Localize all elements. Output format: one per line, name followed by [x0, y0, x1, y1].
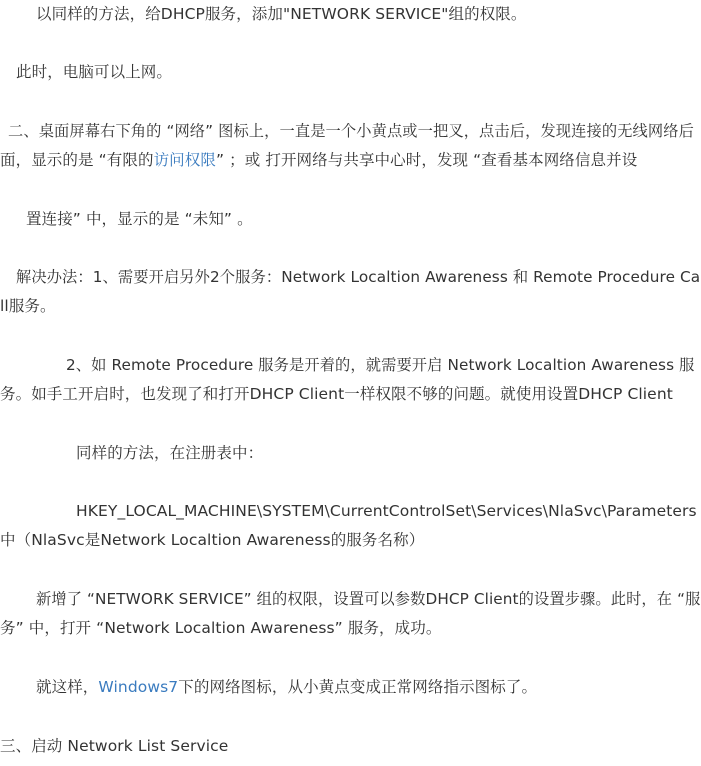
paragraph-section-two-line2 — [0, 146, 637, 175]
section-two-text-a: 面，显示的是 “有限的 — [0, 151, 154, 169]
paragraph-windows7-result — [36, 673, 537, 702]
paragraph-step-two-line2: 务。如手工开启时，也发现了和打开DHCP Client一样权限不够的问题。就使用设置DHCP Client — [0, 385, 673, 403]
section-two-text-b: ” ；或 打开网络与共享中心时，发现 “查看基本网络信息并设 — [215, 151, 638, 169]
paragraph-solution-line2: ll服务。 — [0, 297, 56, 315]
paragraph-result-line1: 新增了 “NETWORK SERVICE” 组的权限，设置可以参数DHCP Client的设置步骤。此时，在 “服 — [36, 590, 701, 608]
paragraph-dhcp-permission: 以同样的方法，给DHCP服务，添加"NETWORK SERVICE"组的权限。 — [36, 5, 527, 23]
paragraph-unknown-status: 置连接” 中，显示的是 “未知” 。 — [26, 210, 253, 228]
paragraph-section-two-line1: 二、桌面屏幕右下角的 “网络” 图标上，一直是一个小黄点或一把叉，点击后，发现连接的无线网络后 — [8, 122, 694, 140]
paragraph-result-line2: 务” 中，打开 “Network Localtion Awareness” 服务，成功。 — [0, 619, 442, 637]
windows7-text-a: 就这样， — [36, 678, 99, 696]
paragraph-registry-note: 中（NlaSvc是Network Localtion Awareness的服务名称） — [0, 531, 425, 549]
paragraph-section-three: 三、启动 Network List Service — [0, 737, 229, 755]
paragraph-registry-intro: 同样的方法，在注册表中： — [76, 444, 264, 462]
windows7-link[interactable]: Windows7 — [98, 678, 179, 696]
paragraph-online-status: 此时，电脑可以上网。 — [16, 63, 173, 81]
paragraph-registry-path: HKEY_LOCAL_MACHINE\SYSTEM\CurrentControlSet\Services\NlaSvc\Parameters — [76, 502, 697, 520]
paragraph-solution-line1: 解决办法：1、需要开启另外2个服务：Network Localtion Awareness 和 Remote Procedure Ca — [16, 268, 701, 286]
windows7-text-b: 下的网络图标，从小黄点变成正常网络指示图标了。 — [178, 678, 538, 696]
access-permission-link[interactable]: 访问权限 — [153, 151, 216, 169]
paragraph-step-two-line1: 2、如 Remote Procedure 服务是开着的，就需要开启 Network Localtion Awareness 服 — [66, 356, 695, 374]
